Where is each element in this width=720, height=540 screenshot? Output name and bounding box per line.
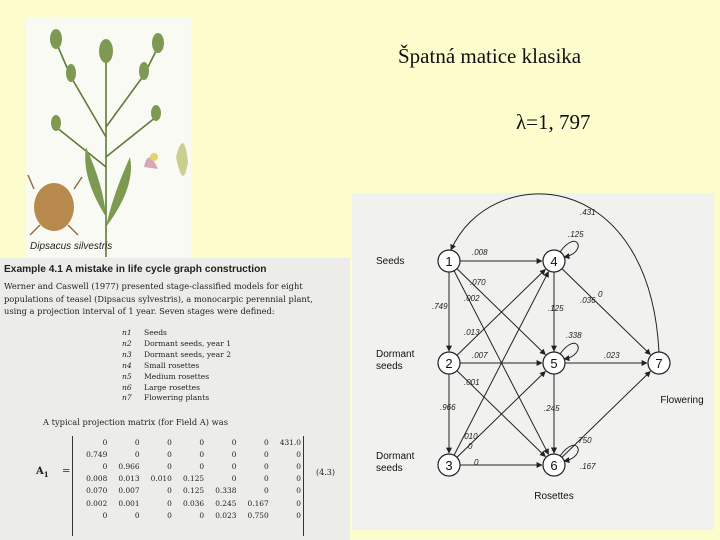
equation-number: (4.3) — [316, 468, 335, 477]
node-label: seeds — [376, 361, 403, 372]
example-body — [4, 280, 346, 318]
body-line: populations of teasel (Dipsacus sylvestris), a monocarpic perennial plant, — [4, 293, 313, 304]
graph-edge — [562, 269, 651, 355]
matrix-cell: 0 — [263, 461, 269, 471]
matrix-cell: 0 — [199, 461, 205, 471]
edge-value-label: 0 — [598, 290, 603, 299]
node-number: 2 — [445, 356, 453, 371]
edge-value-label: .338 — [566, 331, 582, 340]
graph-edge — [451, 194, 659, 352]
matrix-row — [75, 509, 301, 521]
matrix-cell: 0 — [102, 437, 108, 447]
edge-value-label: .966 — [440, 403, 456, 412]
edge-value-label: .125 — [568, 230, 584, 239]
stage-row — [122, 350, 231, 361]
node-label: seeds — [376, 463, 403, 474]
matrix-symbol: A — [36, 466, 44, 477]
stage-row — [122, 328, 231, 339]
stage-row — [122, 372, 231, 383]
stage-code: n5 — [122, 371, 132, 381]
node-label: Seeds — [376, 256, 405, 267]
stage-name: Medium rosettes — [144, 371, 210, 381]
matrix-cell: 0 — [263, 474, 269, 484]
matrix-name — [36, 466, 49, 479]
edge-value-label: .023 — [604, 351, 620, 360]
matrix-cell: 0.023 — [215, 510, 237, 520]
matrix-intro: A typical projection matrix (for Field A) was — [43, 417, 228, 427]
matrix-cell: 0 — [167, 461, 172, 471]
matrix-cell: 0 — [231, 474, 237, 484]
slide-title: Špatná matice klasika — [398, 44, 582, 68]
node-number: 6 — [550, 458, 558, 473]
edge-value-label: .002 — [464, 294, 480, 303]
matrix-row — [75, 436, 301, 448]
matrix-cell: 0.070 — [86, 486, 108, 496]
stage-name: Dormant seeds, year 2 — [144, 349, 232, 359]
matrix-equals: = — [62, 466, 71, 477]
matrix-cell: 0.125 — [182, 486, 205, 496]
edge-value-label: .036 — [580, 296, 596, 305]
body-line: Werner and Caswell (1977) presented stage-classified models for eight — [4, 281, 303, 291]
matrix-cell: 0.167 — [247, 498, 269, 508]
stage-name: Large rosettes — [144, 382, 201, 392]
matrix-cell: 0.002 — [86, 498, 108, 508]
edge-value-label: .245 — [544, 404, 560, 413]
matrix-cell: 431.0 — [279, 437, 301, 447]
stage-list — [122, 328, 231, 404]
matrix-cell: 0.749 — [86, 449, 108, 459]
matrix-cell: 0.001 — [118, 498, 140, 508]
matrix-cell: 0 — [167, 498, 172, 508]
matrix-cell: 0 — [134, 449, 140, 459]
stage-name: Small rosettes — [144, 360, 200, 370]
node-number: 1 — [445, 254, 453, 269]
matrix-row — [75, 448, 301, 460]
matrix-cell: 0 — [102, 461, 108, 471]
matrix-cell: 0 — [263, 437, 269, 447]
teasel-drawing — [26, 17, 191, 260]
edge-value-label: 0 — [468, 442, 473, 451]
graph-canvas — [352, 193, 714, 530]
matrix-table — [75, 436, 301, 521]
plant-illustration — [26, 17, 191, 260]
edge-value-label: .010 — [462, 432, 478, 441]
matrix-cell: 0 — [296, 461, 301, 471]
matrix-cell: 0 — [167, 437, 172, 447]
matrix-cell: 0 — [296, 510, 301, 520]
matrix-cell: 0.245 — [215, 498, 237, 508]
node-number: 5 — [550, 356, 558, 371]
node-number: 4 — [550, 254, 558, 269]
edge-value-label: .013 — [464, 328, 480, 337]
plant-caption: Dipsacus silvestris — [30, 241, 113, 252]
matrix-row — [75, 473, 301, 485]
edge-value-label: .125 — [548, 304, 564, 313]
example-title: Example 4.1 A mistake in life cycle graph construction — [4, 264, 267, 275]
edge-value-label: .001 — [464, 378, 480, 387]
matrix-cell: 0.036 — [182, 498, 205, 508]
edge-value-label: .070 — [470, 278, 486, 287]
edge-value-label: .007 — [472, 351, 488, 360]
life-cycle-graph — [352, 193, 714, 530]
edge-value-label: .431 — [580, 208, 596, 217]
matrix-cell: 0.750 — [247, 510, 269, 520]
stage-name: Seeds — [144, 328, 167, 337]
node-label: Rosettes — [534, 491, 574, 502]
matrix-cell: 0 — [134, 510, 140, 520]
stage-name: Flowering plants — [144, 393, 210, 403]
stage-row — [122, 383, 231, 394]
matrix-cell: 0 — [167, 486, 172, 496]
node-label: Dormant — [376, 349, 415, 360]
matrix-cell: 0 — [296, 486, 301, 496]
projection-matrix — [72, 436, 304, 536]
node-number: 3 — [445, 458, 453, 473]
matrix-row — [75, 485, 301, 497]
matrix-cell: 0.125 — [182, 474, 205, 484]
stage-code: n6 — [122, 382, 132, 392]
stage-code: n4 — [122, 360, 132, 370]
matrix-cell: 0 — [199, 437, 205, 447]
matrix-cell: 0 — [296, 498, 301, 508]
matrix-cell: 0 — [263, 486, 269, 496]
matrix-cell: 0 — [102, 510, 108, 520]
textbook-excerpt — [0, 258, 350, 540]
matrix-row — [75, 497, 301, 509]
matrix-cell: 0 — [296, 474, 301, 484]
matrix-cell: 0 — [263, 449, 269, 459]
node-label: Dormant — [376, 451, 415, 462]
node-number: 7 — [655, 356, 663, 371]
matrix-cell: 0.338 — [215, 486, 237, 496]
edge-value-label: .008 — [472, 248, 488, 257]
matrix-cell: 0.007 — [118, 486, 140, 496]
stage-row — [122, 339, 231, 350]
matrix-cell: 0 — [231, 449, 237, 459]
matrix-cell: 0.008 — [86, 474, 108, 484]
stage-row — [122, 393, 231, 404]
stage-code: n7 — [122, 393, 132, 403]
edge-value-label: .749 — [432, 302, 448, 311]
matrix-cell: 0.966 — [118, 461, 140, 471]
matrix-cell: 0 — [199, 510, 205, 520]
body-line: using a projection interval of 1 year. Seven stages were defined: — [4, 306, 275, 317]
stage-name: Dormant seeds, year 1 — [144, 338, 232, 348]
edge-value-label: .167 — [580, 462, 596, 471]
stage-code: n3 — [122, 349, 132, 359]
matrix-subscript: 1 — [43, 470, 49, 479]
matrix-cell: 0 — [296, 449, 301, 459]
edge-value-label: 0 — [474, 458, 479, 467]
matrix-cell: 0 — [231, 437, 237, 447]
matrix-cell: 0.010 — [150, 474, 172, 484]
stage-row — [122, 361, 231, 372]
matrix-cell: 0 — [134, 437, 140, 447]
matrix-cell: 0 — [231, 461, 237, 471]
matrix-cell: 0 — [167, 510, 172, 520]
matrix-row — [75, 460, 301, 472]
node-label: Flowering — [660, 395, 704, 406]
edge-value-label: .750 — [576, 436, 592, 445]
matrix-cell: 0.013 — [118, 474, 140, 484]
matrix-cell: 0 — [199, 449, 205, 459]
stage-code: n1 — [122, 328, 132, 337]
stage-code: n2 — [122, 338, 132, 348]
matrix-cell: 0 — [167, 449, 172, 459]
lambda-value: λ=1, 797 — [516, 110, 591, 134]
